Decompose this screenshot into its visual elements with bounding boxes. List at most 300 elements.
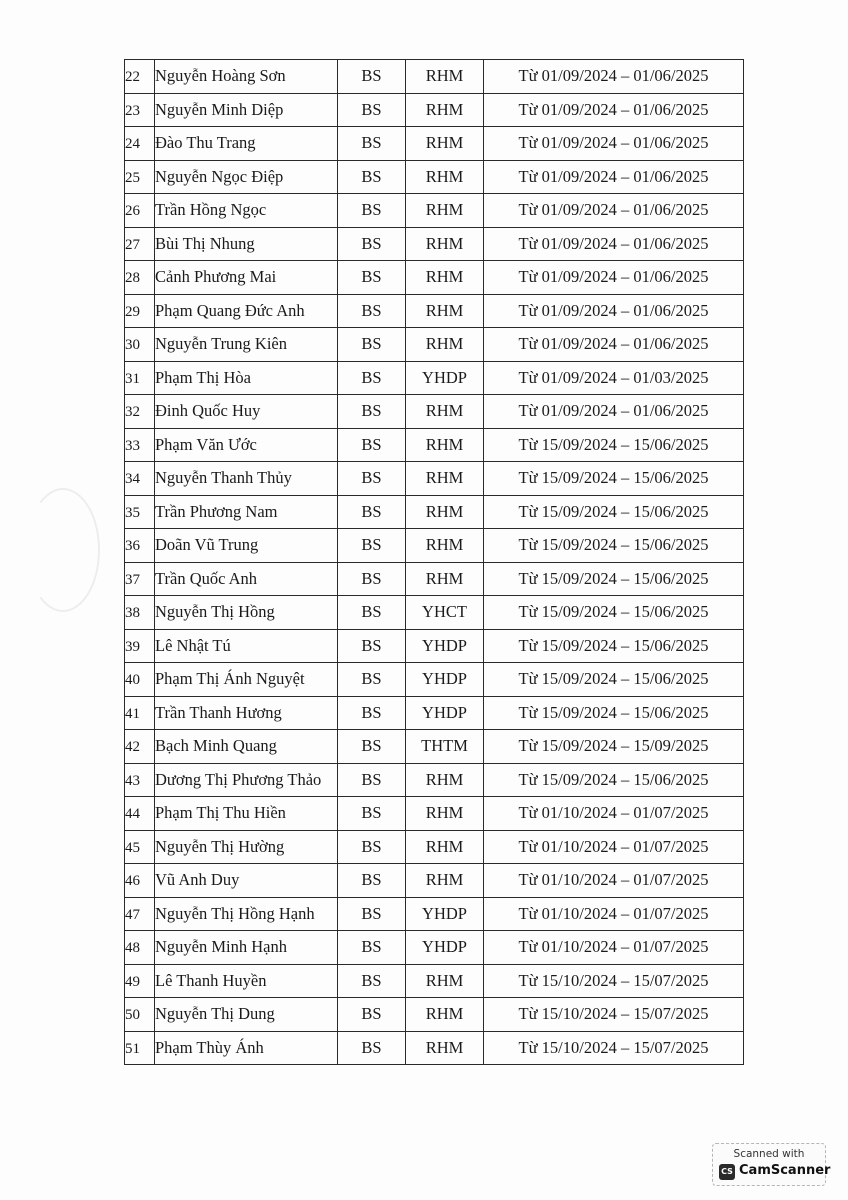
period: Từ 01/09/2024 – 01/06/2025 bbox=[518, 334, 709, 354]
specialty-cell bbox=[406, 763, 484, 797]
staff-name-cell bbox=[155, 361, 338, 395]
specialty-cell bbox=[406, 864, 484, 898]
specialty-cell bbox=[406, 964, 484, 998]
staff-name: Phạm Thị Hòa bbox=[155, 367, 251, 387]
staff-name: Vũ Anh Duy bbox=[155, 870, 240, 890]
period-cell bbox=[484, 1031, 744, 1065]
row-number-cell bbox=[125, 562, 155, 596]
table-row bbox=[125, 964, 744, 998]
period-cell bbox=[484, 227, 744, 261]
specialty-cell bbox=[406, 663, 484, 697]
specialty-cell bbox=[406, 529, 484, 563]
degree: BS bbox=[361, 803, 382, 823]
row-number: 47 bbox=[125, 906, 140, 923]
specialty: YHDP bbox=[422, 635, 467, 655]
specialty: RHM bbox=[425, 1037, 464, 1057]
row-number-cell bbox=[125, 931, 155, 965]
specialty: RHM bbox=[425, 1004, 464, 1024]
row-number-cell bbox=[125, 227, 155, 261]
degree-cell bbox=[338, 730, 406, 764]
specialty-cell bbox=[406, 395, 484, 429]
staff-name: Trần Thanh Hương bbox=[155, 702, 282, 722]
degree-cell bbox=[338, 294, 406, 328]
specialty: THTM bbox=[421, 736, 468, 756]
period: Từ 15/10/2024 – 15/07/2025 bbox=[518, 1037, 709, 1057]
degree: BS bbox=[361, 937, 382, 957]
period-cell bbox=[484, 864, 744, 898]
period: Từ 15/09/2024 – 15/06/2025 bbox=[518, 602, 709, 622]
specialty-cell bbox=[406, 1031, 484, 1065]
staff-name: Nguyễn Ngọc Điệp bbox=[155, 166, 284, 186]
specialty-cell bbox=[406, 696, 484, 730]
specialty: RHM bbox=[425, 133, 464, 153]
staff-name: Cảnh Phương Mai bbox=[155, 267, 277, 287]
period: Từ 15/09/2024 – 15/06/2025 bbox=[518, 635, 709, 655]
specialty: YHCT bbox=[422, 602, 467, 622]
staff-name-cell bbox=[155, 60, 338, 94]
row-number-cell bbox=[125, 495, 155, 529]
degree: BS bbox=[361, 1037, 382, 1057]
specialty: RHM bbox=[425, 166, 464, 186]
degree-cell bbox=[338, 1031, 406, 1065]
specialty: RHM bbox=[425, 300, 464, 320]
row-number-cell bbox=[125, 730, 155, 764]
degree: BS bbox=[361, 367, 382, 387]
specialty-cell bbox=[406, 998, 484, 1032]
degree-cell bbox=[338, 864, 406, 898]
table-row bbox=[125, 596, 744, 630]
period-cell bbox=[484, 428, 744, 462]
table-row bbox=[125, 194, 744, 228]
staff-name-cell bbox=[155, 160, 338, 194]
degree: BS bbox=[361, 99, 382, 119]
staff-name-cell bbox=[155, 663, 338, 697]
specialty-cell bbox=[406, 227, 484, 261]
period-cell bbox=[484, 730, 744, 764]
specialty-cell bbox=[406, 830, 484, 864]
specialty: RHM bbox=[425, 233, 464, 253]
specialty-cell bbox=[406, 730, 484, 764]
row-number-cell bbox=[125, 361, 155, 395]
specialty: RHM bbox=[425, 836, 464, 856]
row-number: 23 bbox=[125, 102, 140, 119]
staff-name-cell bbox=[155, 964, 338, 998]
table-row bbox=[125, 864, 744, 898]
row-number: 31 bbox=[125, 370, 140, 387]
period: Từ 01/10/2024 – 01/07/2025 bbox=[518, 870, 709, 890]
period: Từ 15/10/2024 – 15/07/2025 bbox=[518, 970, 709, 990]
period: Từ 15/09/2024 – 15/06/2025 bbox=[518, 535, 709, 555]
table-row bbox=[125, 663, 744, 697]
staff-name: Phạm Thùy Ánh bbox=[155, 1037, 264, 1057]
staff-name: Phạm Thị Thu Hiền bbox=[155, 803, 286, 823]
table-row bbox=[125, 261, 744, 295]
staff-name: Nguyễn Thị Hồng bbox=[155, 602, 275, 622]
period-cell bbox=[484, 328, 744, 362]
staff-name: Dương Thị Phương Thảo bbox=[155, 769, 322, 789]
specialty: YHDP bbox=[422, 937, 467, 957]
camscanner-logo-icon: CS bbox=[719, 1164, 735, 1180]
camscanner-watermark-badge bbox=[712, 1143, 831, 1186]
row-number-cell bbox=[125, 663, 155, 697]
period: Từ 01/09/2024 – 01/06/2025 bbox=[518, 300, 709, 320]
degree-cell bbox=[338, 462, 406, 496]
period-cell bbox=[484, 294, 744, 328]
period-cell bbox=[484, 495, 744, 529]
specialty: RHM bbox=[425, 468, 464, 488]
staff-name-cell bbox=[155, 428, 338, 462]
degree-cell bbox=[338, 395, 406, 429]
staff-name: Nguyễn Hoàng Sơn bbox=[155, 66, 286, 86]
degree: BS bbox=[361, 334, 382, 354]
row-number: 30 bbox=[125, 337, 140, 354]
degree-cell bbox=[338, 495, 406, 529]
period: Từ 15/09/2024 – 15/09/2025 bbox=[518, 736, 709, 756]
degree: BS bbox=[361, 300, 382, 320]
specialty-cell bbox=[406, 462, 484, 496]
staff-name-cell bbox=[155, 730, 338, 764]
staff-name-cell bbox=[155, 462, 338, 496]
specialty: RHM bbox=[425, 535, 464, 555]
degree: BS bbox=[361, 736, 382, 756]
specialty-cell bbox=[406, 629, 484, 663]
row-number: 24 bbox=[125, 136, 140, 153]
period-cell bbox=[484, 361, 744, 395]
period: Từ 01/10/2024 – 01/07/2025 bbox=[518, 937, 709, 957]
period-cell bbox=[484, 562, 744, 596]
degree-cell bbox=[338, 93, 406, 127]
period: Từ 15/09/2024 – 15/06/2025 bbox=[518, 702, 709, 722]
row-number: 36 bbox=[125, 538, 140, 555]
staff-name: Trần Quốc Anh bbox=[155, 568, 258, 588]
period-cell bbox=[484, 696, 744, 730]
staff-name-cell bbox=[155, 227, 338, 261]
specialty: RHM bbox=[425, 501, 464, 521]
table-row bbox=[125, 328, 744, 362]
degree-cell bbox=[338, 663, 406, 697]
table-row bbox=[125, 361, 744, 395]
row-number: 41 bbox=[125, 705, 140, 722]
table-row bbox=[125, 462, 744, 496]
period: Từ 15/10/2024 – 15/07/2025 bbox=[518, 1004, 709, 1024]
staff-name: Doãn Vũ Trung bbox=[155, 535, 259, 555]
specialty-cell bbox=[406, 328, 484, 362]
degree: BS bbox=[361, 702, 382, 722]
row-number-cell bbox=[125, 529, 155, 563]
row-number: 26 bbox=[125, 203, 140, 220]
staff-name: Bùi Thị Nhung bbox=[155, 233, 255, 253]
table-row bbox=[125, 428, 744, 462]
degree: BS bbox=[361, 568, 382, 588]
period-cell bbox=[484, 160, 744, 194]
degree-cell bbox=[338, 696, 406, 730]
row-number-cell bbox=[125, 596, 155, 630]
staff-name: Phạm Quang Đức Anh bbox=[155, 300, 305, 320]
staff-name-cell bbox=[155, 194, 338, 228]
staff-name: Nguyễn Thị Dung bbox=[155, 1004, 275, 1024]
degree-cell bbox=[338, 998, 406, 1032]
table-row bbox=[125, 495, 744, 529]
degree: BS bbox=[361, 635, 382, 655]
row-number: 45 bbox=[125, 839, 140, 856]
row-number-cell bbox=[125, 127, 155, 161]
staff-name: Nguyễn Trung Kiên bbox=[155, 334, 288, 354]
specialty-cell bbox=[406, 160, 484, 194]
row-number-cell bbox=[125, 294, 155, 328]
table-row bbox=[125, 93, 744, 127]
staff-name: Lê Thanh Huyền bbox=[155, 970, 267, 990]
staff-name-cell bbox=[155, 127, 338, 161]
period: Từ 01/09/2024 – 01/06/2025 bbox=[518, 133, 709, 153]
period-cell bbox=[484, 395, 744, 429]
table-row bbox=[125, 562, 744, 596]
degree: BS bbox=[361, 970, 382, 990]
table-row bbox=[125, 730, 744, 764]
period-cell bbox=[484, 931, 744, 965]
staff-name-cell bbox=[155, 797, 338, 831]
period-cell bbox=[484, 60, 744, 94]
row-number-cell bbox=[125, 897, 155, 931]
staff-name-cell bbox=[155, 864, 338, 898]
row-number: 39 bbox=[125, 638, 140, 655]
row-number-cell bbox=[125, 629, 155, 663]
period-cell bbox=[484, 797, 744, 831]
degree: BS bbox=[361, 870, 382, 890]
row-number-cell bbox=[125, 696, 155, 730]
period-cell bbox=[484, 194, 744, 228]
degree-cell bbox=[338, 227, 406, 261]
staff-name-cell bbox=[155, 998, 338, 1032]
table-row bbox=[125, 395, 744, 429]
degree-cell bbox=[338, 361, 406, 395]
row-number-cell bbox=[125, 830, 155, 864]
degree: BS bbox=[361, 233, 382, 253]
period: Từ 01/09/2024 – 01/06/2025 bbox=[518, 233, 709, 253]
staff-name-cell bbox=[155, 294, 338, 328]
specialty-cell bbox=[406, 261, 484, 295]
period-cell bbox=[484, 763, 744, 797]
row-number: 50 bbox=[125, 1007, 140, 1024]
row-number: 35 bbox=[125, 504, 140, 521]
staff-name: Phạm Thị Ánh Nguyệt bbox=[155, 669, 305, 689]
period-cell bbox=[484, 127, 744, 161]
degree-cell bbox=[338, 830, 406, 864]
period: Từ 01/10/2024 – 01/07/2025 bbox=[518, 803, 709, 823]
row-number-cell bbox=[125, 462, 155, 496]
degree: BS bbox=[361, 501, 382, 521]
period: Từ 15/09/2024 – 15/06/2025 bbox=[518, 434, 709, 454]
row-number: 25 bbox=[125, 169, 140, 186]
row-number-cell bbox=[125, 763, 155, 797]
table-row bbox=[125, 529, 744, 563]
specialty-cell bbox=[406, 127, 484, 161]
degree: BS bbox=[361, 267, 382, 287]
period: Từ 01/09/2024 – 01/06/2025 bbox=[518, 99, 709, 119]
period: Từ 01/09/2024 – 01/06/2025 bbox=[518, 200, 709, 220]
staff-name-cell bbox=[155, 529, 338, 563]
row-number-cell bbox=[125, 797, 155, 831]
staff-name-cell bbox=[155, 261, 338, 295]
degree-cell bbox=[338, 160, 406, 194]
degree: BS bbox=[361, 166, 382, 186]
row-number: 49 bbox=[125, 973, 140, 990]
degree: BS bbox=[361, 836, 382, 856]
period: Từ 15/09/2024 – 15/06/2025 bbox=[518, 769, 709, 789]
degree: BS bbox=[361, 535, 382, 555]
specialty: RHM bbox=[425, 434, 464, 454]
row-number: 44 bbox=[125, 806, 140, 823]
specialty: RHM bbox=[425, 66, 464, 86]
row-number-cell bbox=[125, 864, 155, 898]
specialty-cell bbox=[406, 294, 484, 328]
table-row bbox=[125, 227, 744, 261]
staff-name-cell bbox=[155, 328, 338, 362]
period: Từ 01/10/2024 – 01/07/2025 bbox=[518, 903, 709, 923]
row-number-cell bbox=[125, 428, 155, 462]
table-row bbox=[125, 696, 744, 730]
period-cell bbox=[484, 596, 744, 630]
degree: BS bbox=[361, 1004, 382, 1024]
specialty-cell bbox=[406, 495, 484, 529]
staff-name: Bạch Minh Quang bbox=[155, 736, 277, 756]
period-cell bbox=[484, 830, 744, 864]
specialty-cell bbox=[406, 60, 484, 94]
table-row bbox=[125, 1031, 744, 1065]
degree-cell bbox=[338, 596, 406, 630]
staff-name-cell bbox=[155, 596, 338, 630]
row-number: 46 bbox=[125, 873, 140, 890]
degree-cell bbox=[338, 964, 406, 998]
period-cell bbox=[484, 998, 744, 1032]
specialty: RHM bbox=[425, 803, 464, 823]
degree: BS bbox=[361, 468, 382, 488]
staff-name-cell bbox=[155, 696, 338, 730]
period-cell bbox=[484, 261, 744, 295]
staff-name: Lê Nhật Tú bbox=[155, 635, 231, 655]
staff-name-cell bbox=[155, 897, 338, 931]
row-number-cell bbox=[125, 261, 155, 295]
table-row bbox=[125, 294, 744, 328]
specialty: YHDP bbox=[422, 903, 467, 923]
degree: BS bbox=[361, 903, 382, 923]
degree: BS bbox=[361, 66, 382, 86]
table-row bbox=[125, 830, 744, 864]
specialty-cell bbox=[406, 897, 484, 931]
row-number: 27 bbox=[125, 236, 140, 253]
degree: BS bbox=[361, 401, 382, 421]
row-number: 43 bbox=[125, 772, 140, 789]
period-cell bbox=[484, 897, 744, 931]
period: Từ 01/09/2024 – 01/03/2025 bbox=[518, 367, 709, 387]
table-row bbox=[125, 797, 744, 831]
row-number-cell bbox=[125, 194, 155, 228]
table-row bbox=[125, 127, 744, 161]
specialty: RHM bbox=[425, 99, 464, 119]
staff-name-cell bbox=[155, 93, 338, 127]
specialty: RHM bbox=[425, 970, 464, 990]
row-number: 40 bbox=[125, 672, 140, 689]
period: Từ 01/09/2024 – 01/06/2025 bbox=[518, 166, 709, 186]
staff-name: Trần Phương Nam bbox=[155, 501, 278, 521]
period: Từ 15/09/2024 – 15/06/2025 bbox=[518, 568, 709, 588]
row-number-cell bbox=[125, 1031, 155, 1065]
row-number: 48 bbox=[125, 940, 140, 957]
degree: BS bbox=[361, 133, 382, 153]
period: Từ 15/09/2024 – 15/06/2025 bbox=[518, 468, 709, 488]
roster-body bbox=[125, 60, 744, 1065]
period-cell bbox=[484, 663, 744, 697]
specialty-cell bbox=[406, 562, 484, 596]
table-row bbox=[125, 897, 744, 931]
scanned-with-text: Scanned with bbox=[733, 1148, 805, 1160]
specialty-cell bbox=[406, 361, 484, 395]
row-number: 29 bbox=[125, 303, 140, 320]
staff-name-cell bbox=[155, 931, 338, 965]
staff-name-cell bbox=[155, 629, 338, 663]
specialty: RHM bbox=[425, 870, 464, 890]
degree-cell bbox=[338, 529, 406, 563]
period-cell bbox=[484, 462, 744, 496]
degree-cell bbox=[338, 60, 406, 94]
period-cell bbox=[484, 529, 744, 563]
row-number-cell bbox=[125, 160, 155, 194]
specialty-cell bbox=[406, 93, 484, 127]
faded-stamp-mark bbox=[26, 488, 100, 612]
degree-cell bbox=[338, 931, 406, 965]
degree-cell bbox=[338, 127, 406, 161]
row-number: 32 bbox=[125, 404, 140, 421]
row-number: 28 bbox=[125, 270, 140, 287]
row-number-cell bbox=[125, 964, 155, 998]
row-number-cell bbox=[125, 93, 155, 127]
table-row bbox=[125, 931, 744, 965]
row-number-cell bbox=[125, 395, 155, 429]
specialty-cell bbox=[406, 797, 484, 831]
staff-name: Phạm Văn Ước bbox=[155, 434, 257, 454]
specialty: YHDP bbox=[422, 702, 467, 722]
degree: BS bbox=[361, 769, 382, 789]
specialty: RHM bbox=[425, 334, 464, 354]
period: Từ 15/09/2024 – 15/06/2025 bbox=[518, 669, 709, 689]
staff-name: Đào Thu Trang bbox=[155, 133, 256, 153]
period: Từ 15/09/2024 – 15/06/2025 bbox=[518, 501, 709, 521]
degree-cell bbox=[338, 261, 406, 295]
specialty-cell bbox=[406, 596, 484, 630]
specialty-cell bbox=[406, 931, 484, 965]
staff-name: Nguyễn Thị Hường bbox=[155, 836, 285, 856]
table-row bbox=[125, 60, 744, 94]
row-number: 42 bbox=[125, 739, 140, 756]
specialty: RHM bbox=[425, 568, 464, 588]
staff-name: Trần Hồng Ngọc bbox=[155, 200, 267, 220]
staff-name: Nguyễn Thị Hồng Hạnh bbox=[155, 903, 315, 923]
row-number: 38 bbox=[125, 605, 140, 622]
staff-name-cell bbox=[155, 763, 338, 797]
degree-cell bbox=[338, 763, 406, 797]
row-number-cell bbox=[125, 60, 155, 94]
degree-cell bbox=[338, 562, 406, 596]
period: Từ 01/10/2024 – 01/07/2025 bbox=[518, 836, 709, 856]
specialty: RHM bbox=[425, 769, 464, 789]
degree-cell bbox=[338, 797, 406, 831]
staff-name-cell bbox=[155, 830, 338, 864]
staff-roster-table bbox=[124, 59, 744, 1065]
row-number-cell bbox=[125, 328, 155, 362]
period-cell bbox=[484, 964, 744, 998]
camscanner-name: CamScanner bbox=[739, 1163, 831, 1178]
degree: BS bbox=[361, 669, 382, 689]
degree: BS bbox=[361, 602, 382, 622]
